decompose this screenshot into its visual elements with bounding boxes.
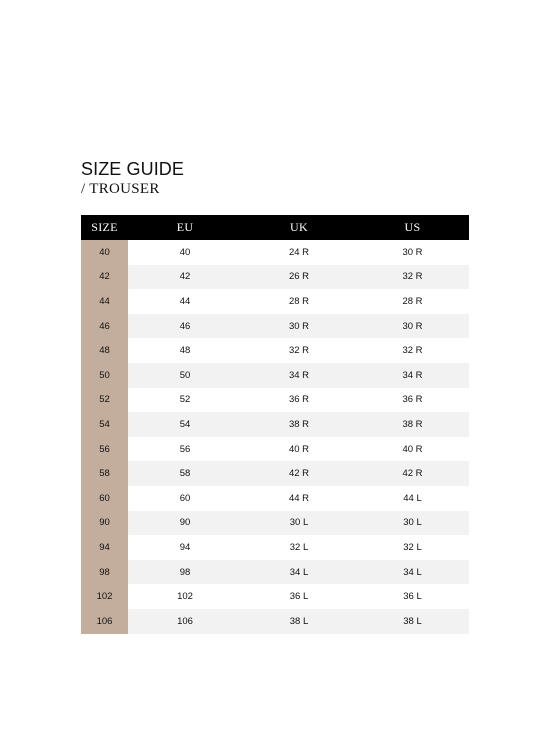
table-row [81,388,469,413]
size-cell: 102 [81,584,128,609]
eu-cell: 54 [128,412,242,437]
uk-cell: 30 L [242,511,356,536]
table-row [81,338,469,363]
size-cell: 90 [81,511,128,536]
size-cell: 54 [81,412,128,437]
us-cell: 42 R [356,461,469,486]
page-title: SIZE GUIDE [81,159,185,179]
size-cell: 106 [81,609,128,634]
uk-cell: 30 R [242,314,356,339]
us-cell: 28 R [402,295,423,307]
table-row [81,412,469,437]
size-cell: 52 [81,388,128,413]
uk-cell: 32 R [288,345,310,357]
us-cell: 34 L [356,560,469,585]
size-cell: 58 [81,461,128,486]
uk-cell: 26 R [242,265,356,290]
eu-cell: 40 [179,246,191,258]
table-row [81,486,469,511]
us-cell: 38 R [356,412,469,437]
us-cell: 40 R [402,443,423,455]
table-row [81,437,469,462]
table-row [81,584,469,609]
uk-cell: 34 L [242,560,356,585]
uk-cell: 38 L [242,609,356,634]
eu-cell: 102 [177,591,193,603]
table-row [81,560,469,585]
uk-cell: 40 R [288,443,310,455]
table-row [81,240,469,265]
us-cell: 38 L [356,609,469,634]
table-header-row [81,215,469,240]
us-cell: 30 R [402,246,423,258]
uk-cell: 28 R [288,295,310,307]
us-cell: 30 R [356,314,469,339]
uk-cell: 44 R [288,492,310,504]
eu-cell: 60 [179,492,191,504]
size-cell: 60 [81,486,128,511]
table-row [81,609,469,634]
uk-cell: 38 R [242,412,356,437]
size-cell: 98 [81,560,128,585]
eu-cell: 98 [128,560,242,585]
table-row [81,314,469,339]
table-row [81,511,469,536]
table-row [81,535,469,560]
us-cell: 32 R [356,265,469,290]
eu-cell: 90 [128,511,242,536]
size-cell: 40 [81,240,128,265]
eu-cell: 48 [179,345,191,357]
us-cell: 36 R [402,394,423,406]
us-cell: 32 R [402,345,423,357]
uk-cell: 36 R [288,394,310,406]
size-table [81,215,469,634]
table-row [81,363,469,388]
eu-cell: 52 [179,394,191,406]
table-row [81,265,469,290]
eu-cell: 44 [179,295,191,307]
us-cell: 30 L [356,511,469,536]
size-cell: 94 [81,535,128,560]
us-cell: 34 R [356,363,469,388]
header-uk: UK [242,215,356,240]
eu-cell: 42 [128,265,242,290]
us-cell: 44 L [403,492,422,504]
us-cell: 36 L [403,591,422,603]
size-cell: 42 [81,265,128,290]
header-size: SIZE [81,215,128,240]
eu-cell: 94 [179,541,191,553]
uk-cell: 34 R [242,363,356,388]
size-cell: 48 [81,338,128,363]
header-us: US [356,215,469,240]
uk-cell: 24 R [288,246,310,258]
uk-cell: 32 L [289,541,309,553]
eu-cell: 58 [128,461,242,486]
eu-cell: 56 [179,443,191,455]
us-cell: 32 L [403,541,422,553]
size-cell: 44 [81,289,128,314]
table-row [81,289,469,314]
eu-cell: 106 [128,609,242,634]
page-subtitle: / TROUSER [81,181,160,197]
size-cell: 50 [81,363,128,388]
table-body [81,240,469,634]
size-cell: 46 [81,314,128,339]
table-row [81,461,469,486]
size-cell: 56 [81,437,128,462]
eu-cell: 46 [128,314,242,339]
eu-cell: 50 [128,363,242,388]
uk-cell: 36 L [289,591,309,603]
uk-cell: 42 R [242,461,356,486]
header-eu: EU [128,215,242,240]
